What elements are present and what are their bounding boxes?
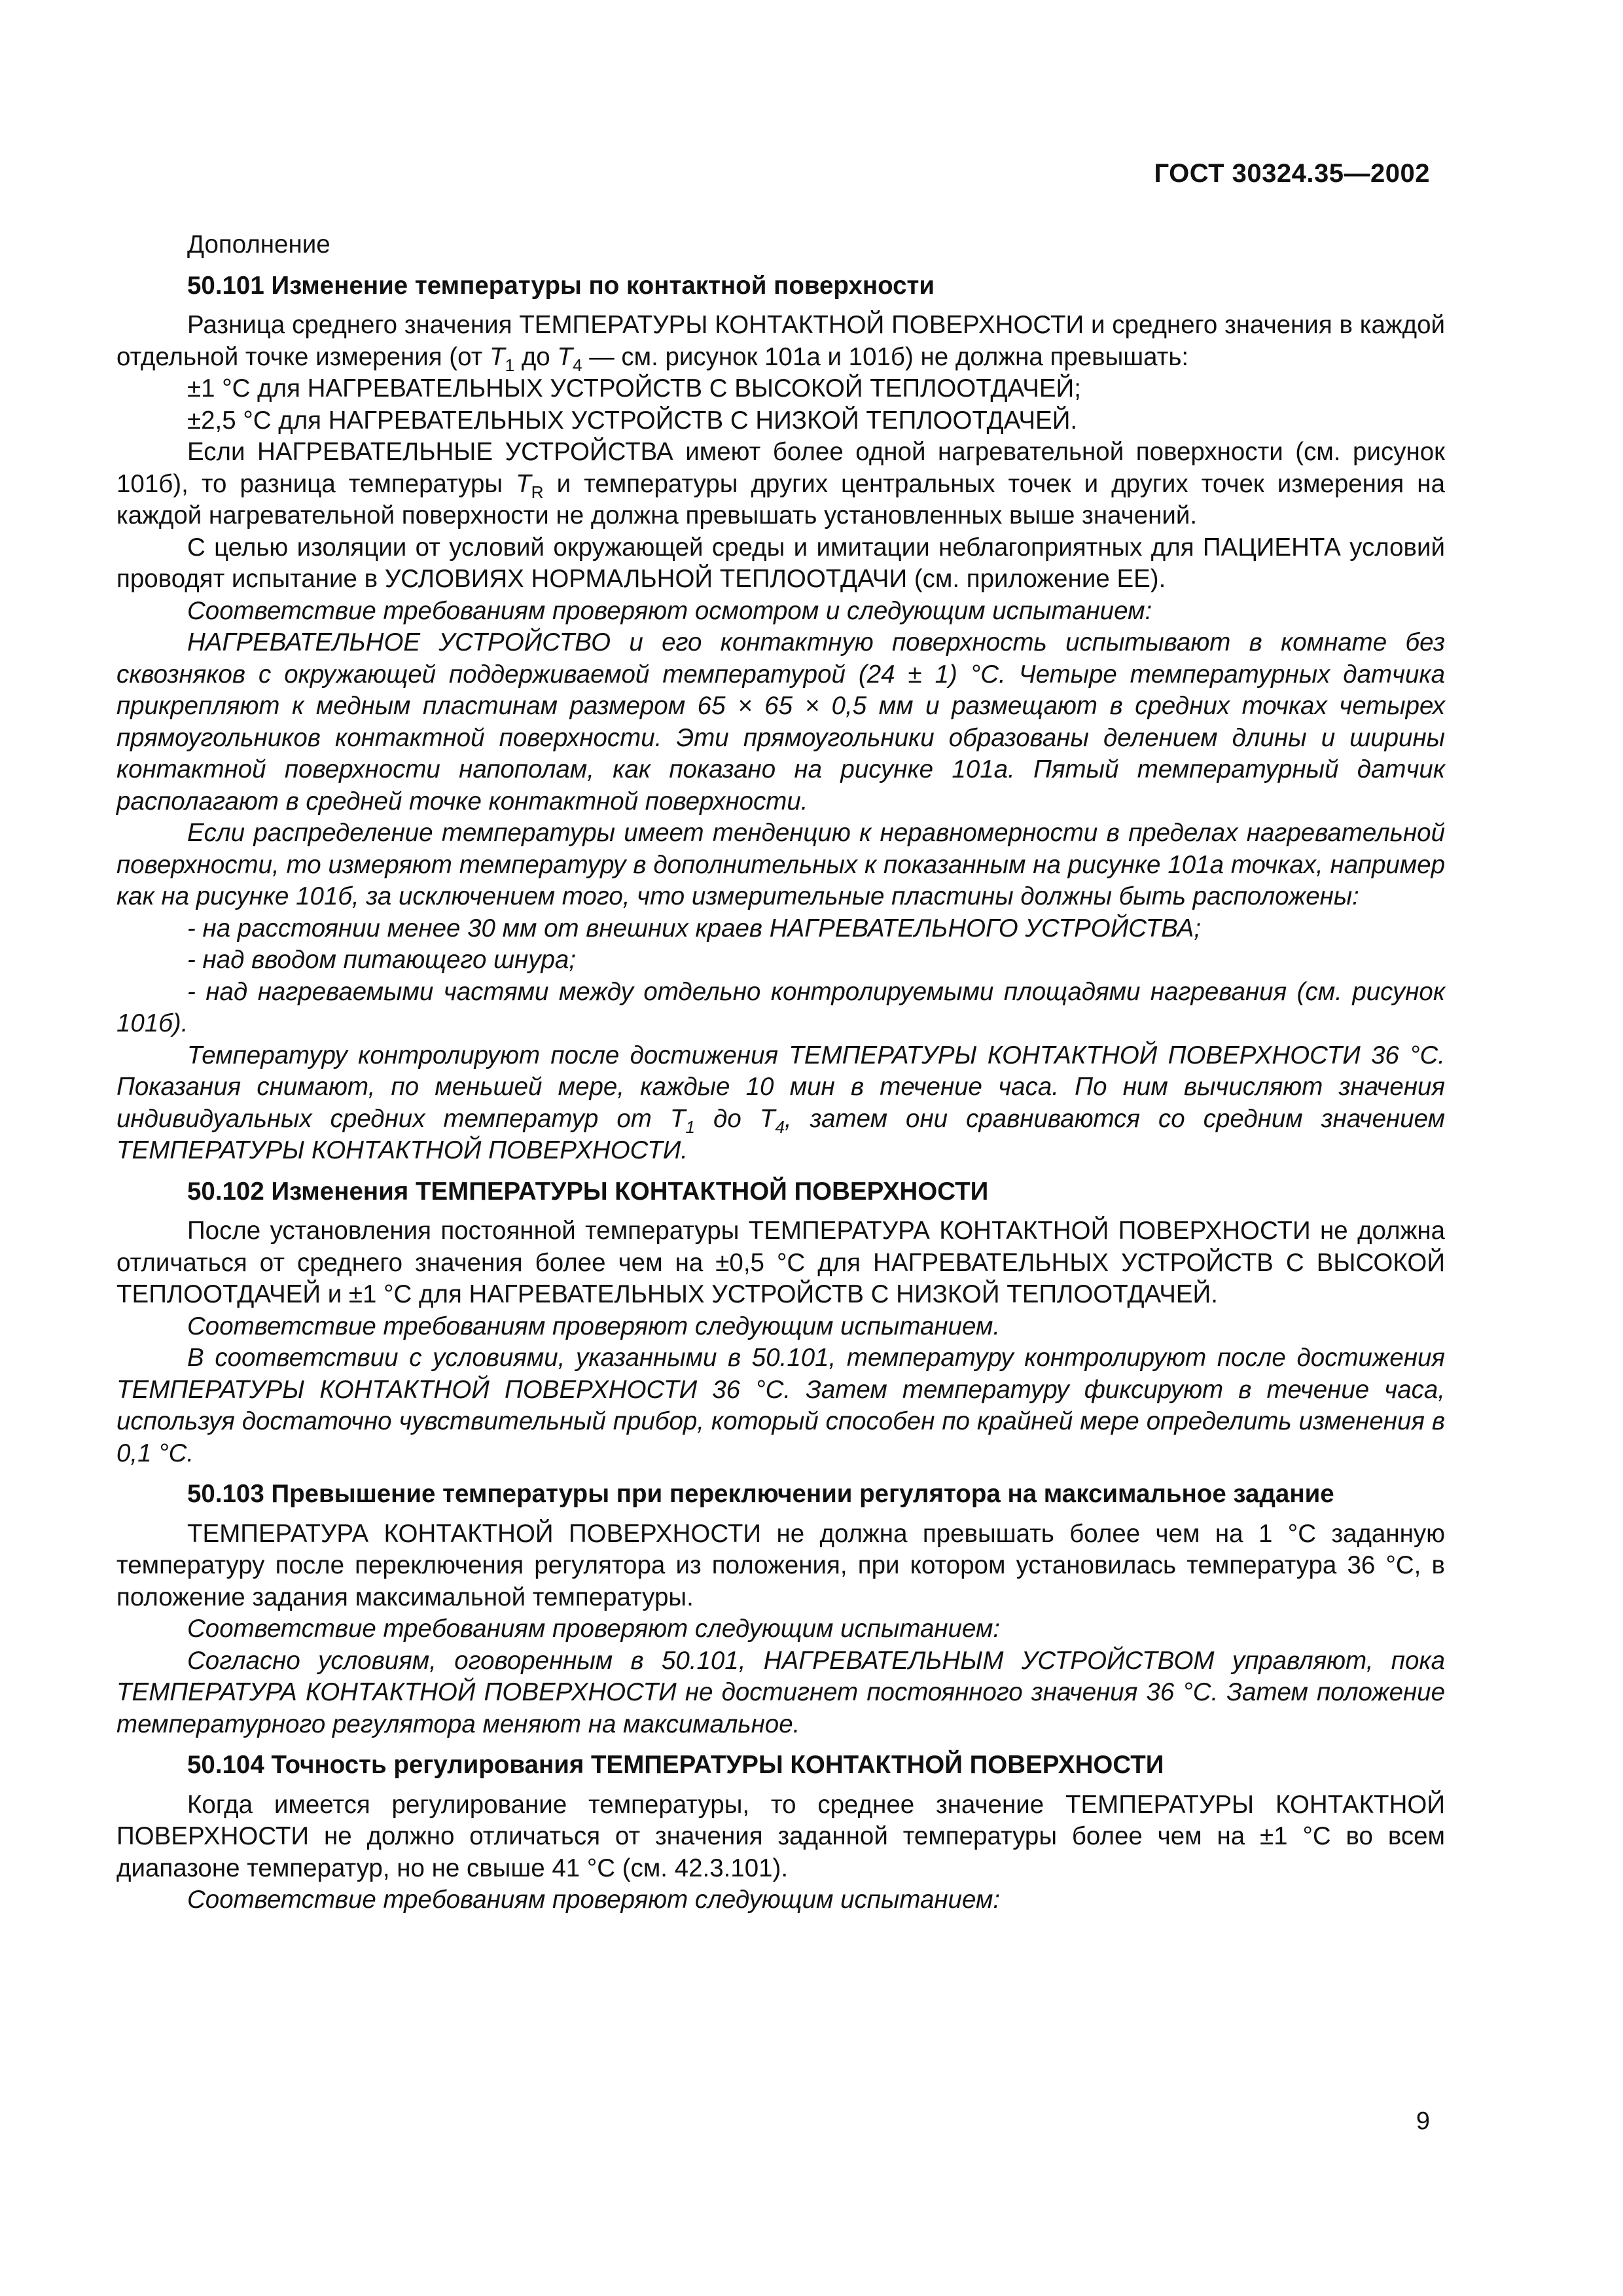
section-heading-50-104: 50.104 Точность регулирования ТЕМПЕРАТУРЫ КОНТАКТНОЙ ПОВЕРХНОСТИ (187, 1751, 1164, 1779)
paragraph: ±1 °С для НАГРЕВАТЕЛЬНЫХ УСТРОЙСТВ С ВЫСОКОЙ ТЕПЛООТДАЧЕЙ; (187, 374, 1081, 403)
paragraph: С целью изоляции от условий окружающей среды и имитации неблагоприятных для ПАЦИЕНТА условий проводят испытание в УСЛОВИЯХ НОРМАЛЬНОЙ ТЕПЛООТДАЧИ (см. приложение ЕЕ). (116, 533, 1445, 593)
paragraph: После установления постоянной температуры ТЕМПЕРАТУРА КОНТАКТНОЙ ПОВЕРХНОСТИ не должна отличаться от среднего значения более чем на ±0,5 °С для НАГРЕВАТЕЛЬНЫХ УСТРОЙСТВ С ВЫСОКОЙ ТЕПЛООТДАЧЕЙ и ±1 °С для НАГРЕВАТЕЛЬНЫХ УСТРОЙСТВ С НИЗКОЙ ТЕПЛООТДАЧЕЙ. (116, 1217, 1445, 1308)
paragraph: Разница среднего значения ТЕМПЕРАТУРЫ КОНТАКТНОЙ ПОВЕРХНОСТИ и среднего значения в каждой отдельной точке измерения (от $T_1$ до $T_4$ — см. рисунок 101а и 101б) не должна превышать: (116, 311, 1445, 375)
paragraph: Соответствие требованиям проверяют осмотром и следующим испытанием: (187, 596, 1152, 625)
paragraph: НАГРЕВАТЕЛЬНОЕ УСТРОЙСТВО и его контактную поверхность испытывают в комнате без сквозняков с окружающей поддерживаемой температурой (24 ± 1) °С. Четыре температурных датчика прикрепляют к медным пластинам размером 65 × 65 × 0,5 мм и размещают в средних точках четырех прямоугольников контактной поверхности. Эти прямоугольники образованы делением длины и ширины контактной поверхности напополам, как показано на рисунке 101а. Пятый температурный датчик располагают в средней точке контактной поверхности. (116, 628, 1445, 816)
section-heading-50-103: 50.103 Превышение температуры при переключении регулятора на максимальное задание (187, 1480, 1334, 1508)
page-number: 9 (1416, 2108, 1430, 2135)
paragraph: Соответствие требованиям проверяют следующим испытанием. (187, 1312, 1001, 1340)
paragraph: Если НАГРЕВАТЕЛЬНЫЕ УСТРОЙСТВА имеют более одной нагревательной поверхности (см. рисунок 101б), то разница температуры $T_R$ и температуры других центральных точек и других точек измерения на каждой нагревательной поверхности не должна превышать установленных выше значений. (116, 438, 1445, 529)
section-heading-50-102: 50.102 Изменения ТЕМПЕРАТУРЫ КОНТАКТНОЙ ПОВЕРХНОСТИ (187, 1177, 989, 1206)
paragraph: Когда имеется регулирование температуры, то среднее значение ТЕМПЕРАТУРЫ КОНТАКТНОЙ ПОВЕРХНОСТИ не должно отличаться от значения заданной температуры более чем на ±1 °С во всем диапазоне температур, но не свыше 41 °С (см. 42.3.101). (116, 1790, 1445, 1882)
list-item: - над вводом питающего шнура; (187, 946, 576, 974)
paragraph: Соответствие требованиям проверяют следующим испытанием: (187, 1886, 1001, 1914)
paragraph: Соответствие требованиям проверяют следующим испытанием: (187, 1615, 1001, 1643)
standard-number: ГОСТ 30324.35—2002 (1154, 159, 1430, 188)
list-item: - над нагреваемыми частями между отдельно контролируемыми площадями нагревания (см. рисунок 101б). (116, 977, 1445, 1037)
paragraph: Температуру контролируют после достижения ТЕМПЕРАТУРЫ КОНТАКТНОЙ ПОВЕРХНОСТИ 36 °С. Показания снимают, по меньшей мере, каждые 10 мин в течение часа. По ним вычисляют значения индивидуальных средних температур от $T_1$ до $T_4$, затем они сравниваются со средним значением ТЕМПЕРАТУРЫ КОНТАКТНОЙ ПОВЕРХНОСТИ. (116, 1041, 1445, 1164)
list-item: - на расстоянии менее 30 мм от внешних краев НАГРЕВАТЕЛЬНОГО УСТРОЙСТВА; (187, 914, 1202, 942)
paragraph: Если распределение температуры имеет тенденцию к неравномерности в пределах нагревательной поверхности, то измеряют температуру в дополнительных к показанным на рисунке 101а точках, например как на рисунке 101б, за исключением того, что измерительные пластины должны быть расположены: (116, 819, 1445, 910)
paragraph: ±2,5 °С для НАГРЕВАТЕЛЬНЫХ УСТРОЙСТВ С НИЗКОЙ ТЕПЛООТДАЧЕЙ. (187, 406, 1078, 435)
paragraph: Согласно условиям, оговоренным в 50.101, НАГРЕВАТЕЛЬНЫМ УСТРОЙСТВОМ управляют, пока ТЕМПЕРАТУРА КОНТАКТНОЙ ПОВЕРХНОСТИ не достигнет постоянного значения 36 °С. Затем положение температурного регулятора меняют на максимальное. (116, 1646, 1445, 1738)
addition-label: Дополнение (187, 230, 330, 259)
paragraph: ТЕМПЕРАТУРА КОНТАКТНОЙ ПОВЕРХНОСТИ не должна превышать более чем на 1 °С заданную температуру после переключения регулятора из положения, при котором установилась температура 36 °С, в положение задания максимальной температуры. (116, 1519, 1445, 1611)
section-heading-50-101: 50.101 Изменение температуры по контактной поверхности (187, 271, 935, 300)
paragraph: В соответствии с условиями, указанными в 50.101, температуру контролируют после достижения ТЕМПЕРАТУРЫ КОНТАКТНОЙ ПОВЕРХНОСТИ 36 °С. Затем температуру фиксируют в течение часа, используя достаточно чувствительный прибор, который способен по крайней мере определить изменения в 0,1 °С. (116, 1344, 1445, 1467)
document-body (116, 229, 1445, 1916)
